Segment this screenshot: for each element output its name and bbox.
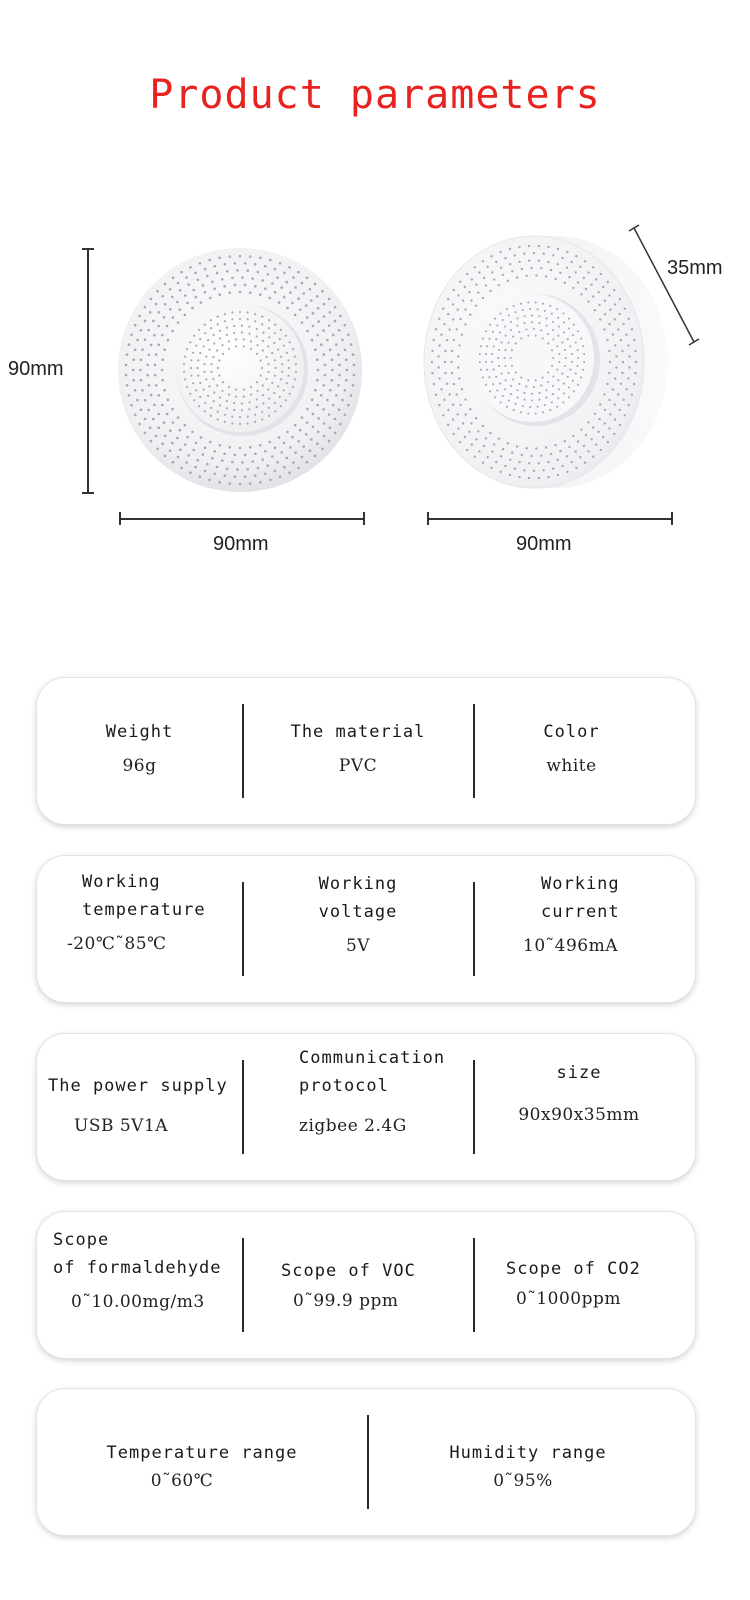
side-width-label: 90mm <box>516 533 572 555</box>
spec-working-current <box>474 870 689 956</box>
page-title: Product parameters <box>149 72 601 118</box>
spec-value: white <box>546 756 597 776</box>
spec-value: 10˜496mA <box>523 936 618 956</box>
height-line-cap-bottom <box>82 492 94 494</box>
spec-label: Working voltage <box>318 874 398 922</box>
spec-label: size <box>556 1063 602 1083</box>
spec-value: 0˜1000ppm <box>516 1289 621 1309</box>
spec-value: 0˜99.9 ppm <box>293 1291 399 1311</box>
spec-scope-co2 <box>474 1255 674 1309</box>
spec-scope-formaldehyde <box>37 1226 242 1312</box>
spec-card-sensing <box>37 1212 695 1358</box>
spec-label: The material <box>290 722 426 742</box>
height-label: 90mm <box>8 358 64 380</box>
spec-label: Working current <box>541 874 620 922</box>
spec-communication-protocol <box>243 1044 473 1136</box>
spec-working-temperature <box>37 868 252 954</box>
front-width-cap-left <box>119 512 121 525</box>
spec-value: 90x90x35mm <box>518 1105 640 1125</box>
spec-card-electrical <box>37 856 695 1002</box>
spec-label: Working temperature <box>82 872 206 920</box>
spec-material <box>243 718 473 776</box>
height-line-cap-top <box>82 248 94 250</box>
front-width-dimension-line <box>119 518 364 520</box>
spec-label: The power supply <box>48 1076 228 1096</box>
spec-value: zigbee 2.4G <box>299 1116 407 1136</box>
spec-card-basic <box>37 678 695 824</box>
spec-scope-voc <box>243 1257 473 1311</box>
spec-temperature-range <box>37 1439 367 1491</box>
device-front-image <box>110 244 370 496</box>
spec-size <box>474 1059 684 1125</box>
spec-weight <box>37 718 242 776</box>
spec-label: Scope of VOC <box>281 1261 416 1281</box>
spec-label: Color <box>543 722 600 742</box>
side-width-cap-right <box>671 512 673 525</box>
depth-label: 35mm <box>667 257 723 279</box>
front-width-cap-right <box>363 512 365 525</box>
spec-label: Scope of formaldehyde <box>53 1230 222 1278</box>
spec-value: 0˜10.00mg/m3 <box>71 1292 205 1312</box>
front-width-label: 90mm <box>213 533 269 555</box>
spec-value: 0˜95% <box>493 1471 553 1491</box>
spec-label: Humidity range <box>449 1443 607 1463</box>
height-dimension-line <box>87 248 89 493</box>
spec-card-environment <box>37 1389 695 1535</box>
spec-color <box>474 718 669 776</box>
depth-dimension-line <box>628 224 700 348</box>
side-width-cap-left <box>427 512 429 525</box>
spec-label: Weight <box>105 722 174 742</box>
spec-label: Communication protocol <box>299 1048 446 1096</box>
spec-label: Scope of CO2 <box>506 1259 641 1279</box>
spec-value: 96g <box>122 756 157 776</box>
spec-value: USB 5V1A <box>74 1116 169 1136</box>
spec-humidity-range <box>368 1439 688 1491</box>
spec-value: -20℃˜85℃ <box>67 934 167 954</box>
spec-value: PVC <box>338 756 378 776</box>
spec-power-supply <box>37 1072 242 1136</box>
spec-value: 0˜60℃ <box>150 1471 214 1491</box>
spec-working-voltage <box>243 870 473 956</box>
side-width-dimension-line <box>427 518 672 520</box>
spec-value: 5V <box>345 936 371 956</box>
spec-label: Temperature range <box>106 1443 298 1463</box>
spec-card-connectivity <box>37 1034 695 1180</box>
